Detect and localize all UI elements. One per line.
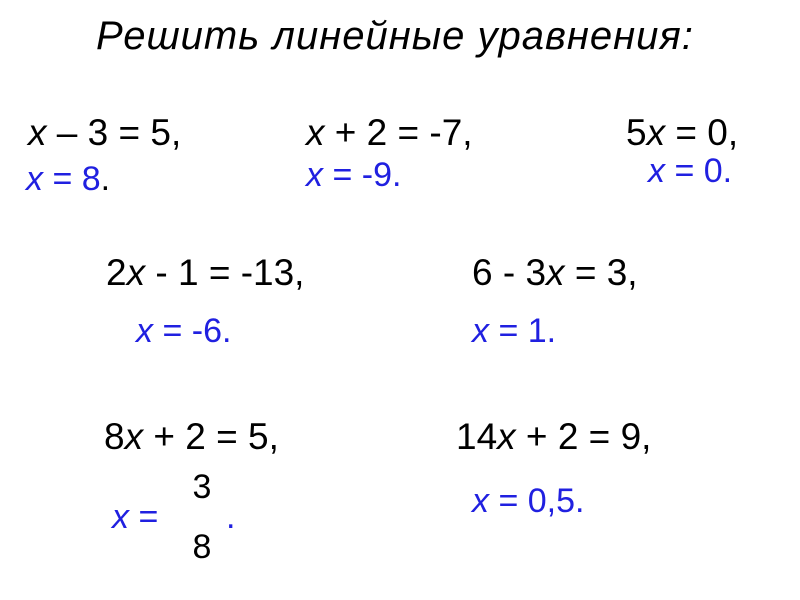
equation-7-coefficient: 14 — [456, 416, 498, 457]
fraction-numerator: 3 — [192, 468, 212, 506]
answer-3 — [648, 154, 732, 188]
answer-2 — [306, 158, 401, 192]
answer-5-value: = 1. — [489, 312, 557, 350]
equation-7-rest: + 2 = 9, — [515, 416, 652, 457]
answer-1-end: . — [100, 160, 111, 198]
equation-2-variable: x — [306, 112, 325, 153]
equation-5-variable: x — [546, 252, 565, 293]
equation-7 — [456, 418, 651, 455]
equation-4 — [106, 254, 304, 291]
equation-3-variable: x — [646, 112, 666, 153]
equation-4-variable: x — [126, 252, 146, 293]
equation-2-rest: + 2 = -7, — [324, 112, 473, 153]
answer-1 — [26, 162, 110, 196]
equation-3 — [626, 114, 738, 151]
equation-5-rest: = 3, — [564, 252, 638, 293]
answer-4-variable: x — [136, 312, 153, 350]
answer-2-variable: x — [306, 156, 323, 194]
equation-1-rest: – 3 = 5, — [46, 112, 182, 153]
answer-4-value: = -6. — [153, 312, 232, 350]
equation-6 — [104, 418, 279, 455]
answer-6-end — [226, 500, 235, 534]
answer-6-variable: x — [112, 498, 129, 536]
fraction-denominator: 8 — [192, 528, 212, 566]
answer-4 — [136, 314, 231, 348]
equation-1-variable: x — [28, 112, 47, 153]
answer-5 — [472, 314, 556, 348]
equation-7-variable: x — [497, 416, 516, 457]
answer-1-value: = 8 — [43, 160, 101, 198]
answer-7 — [472, 484, 584, 518]
equation-3-rest: = 0, — [665, 112, 739, 153]
equation-1 — [28, 114, 181, 151]
equation-5-coefficient: 6 - 3 — [472, 252, 547, 293]
slide-title: Решить линейные уравнения: — [96, 14, 694, 58]
answer-3-value: = 0. — [665, 152, 733, 190]
equation-5 — [472, 254, 638, 291]
equation-6-coefficient: 8 — [104, 416, 125, 457]
answer-6-value: = — [129, 498, 159, 536]
answer-5-variable: x — [472, 312, 489, 350]
answer-7-variable: x — [472, 482, 489, 520]
equation-6-rest: + 2 = 5, — [143, 416, 279, 457]
equation-4-coefficient: 2 — [106, 252, 127, 293]
answer-6 — [112, 500, 158, 534]
answer-1-variable: x — [26, 160, 43, 198]
answer-3-variable: x — [648, 152, 665, 190]
answer-7-value: = 0,5. — [489, 482, 585, 520]
answer-2-value: = -9. — [323, 156, 402, 194]
answer-6-period: . — [226, 498, 236, 536]
equation-4-rest: - 1 = -13, — [145, 252, 305, 293]
equation-6-variable: x — [124, 416, 144, 457]
equation-3-coefficient: 5 — [626, 112, 647, 153]
equation-2 — [306, 114, 473, 151]
